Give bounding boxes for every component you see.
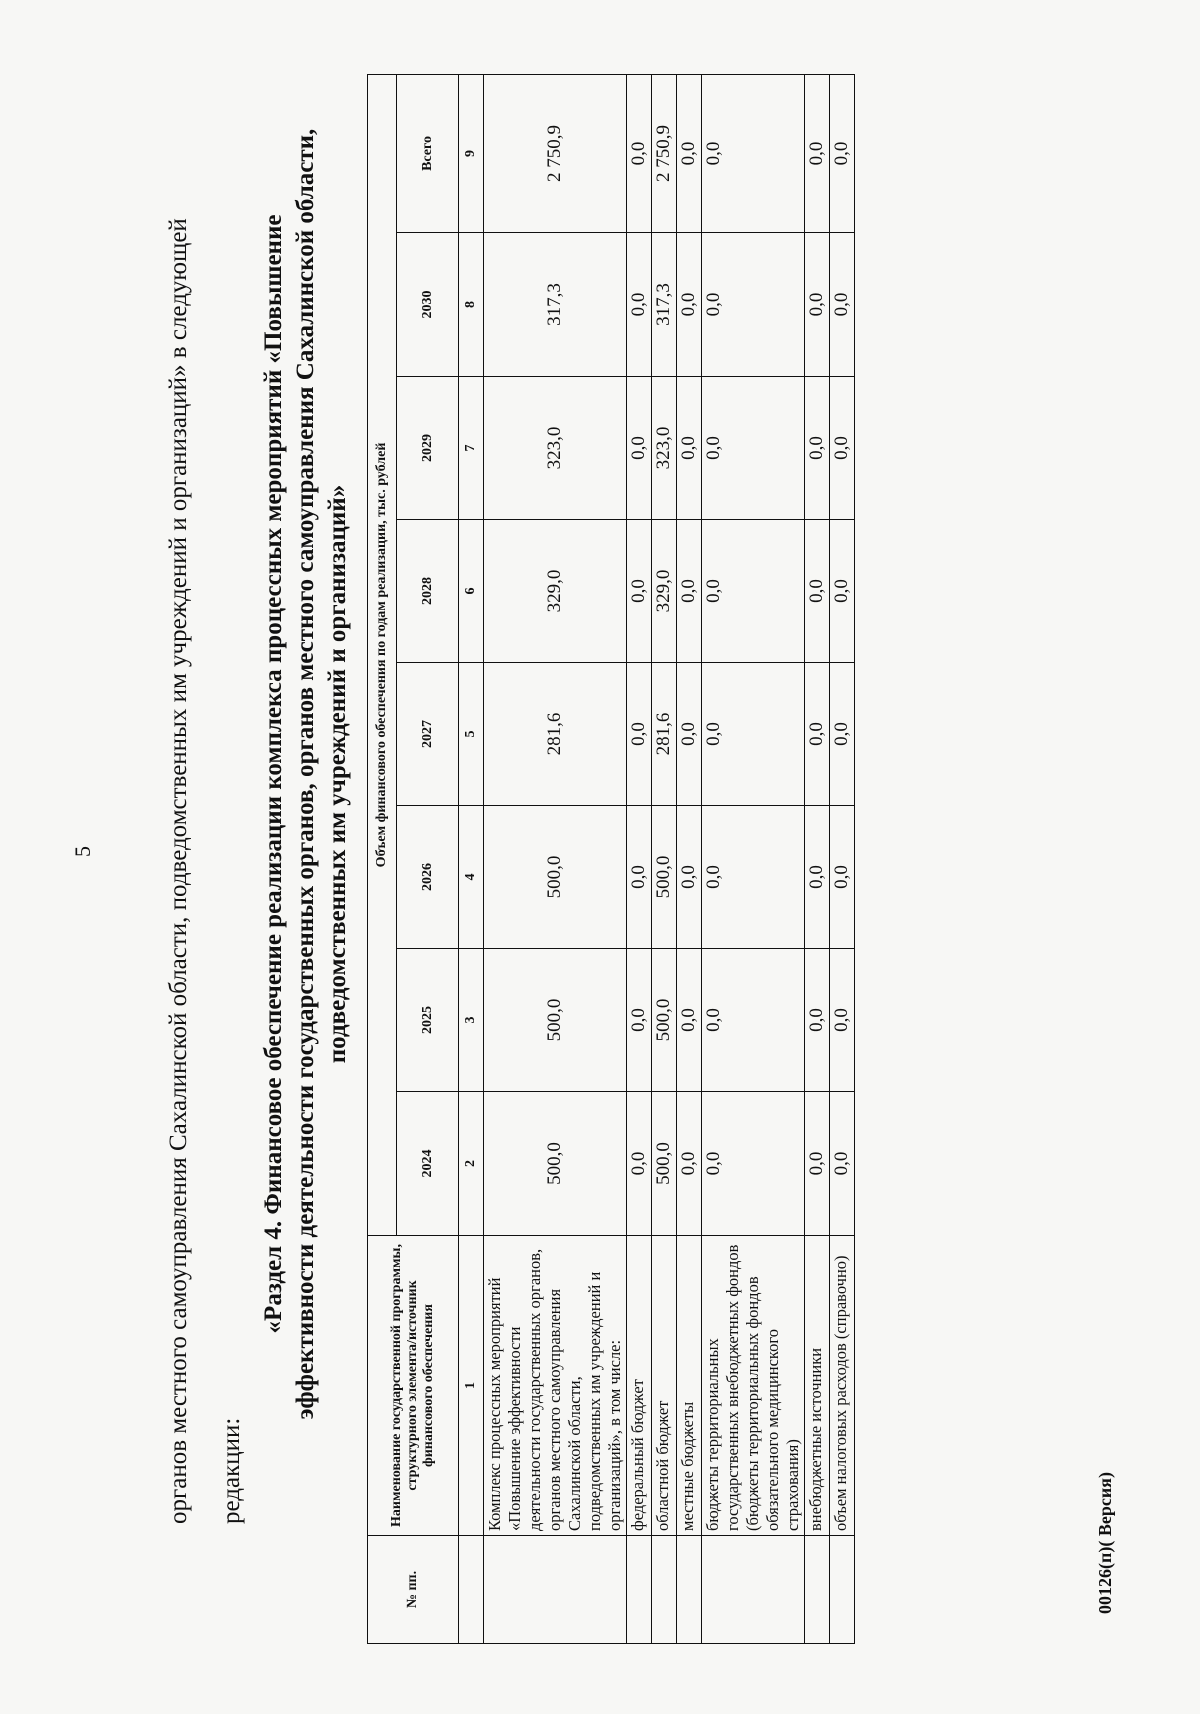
value-cell: 0,0	[677, 806, 702, 949]
document-code: 00126(п)( Версия)	[1095, 1472, 1115, 1614]
value-cell: 0,0	[677, 1092, 702, 1236]
row-name: объем налоговых расходов (справочно)	[830, 1236, 855, 1536]
table-row	[702, 74, 805, 1643]
value-cell: 0,0	[677, 663, 702, 806]
row-number	[805, 1536, 830, 1644]
value-cell: 0,0	[677, 377, 702, 520]
index-cell: 2	[459, 1092, 484, 1236]
value-cell: 0,0	[627, 663, 652, 806]
total-cell: 0,0	[677, 74, 702, 232]
year-header: 2026	[397, 806, 459, 949]
table-row	[805, 74, 830, 1643]
row-name: Комплекс процессных мероприятий «Повышение эффективности деятельности государственных органов, органов местного самоуправления Сахалинской области, подведомственных им учреждений и организаций», в том числе:	[484, 1236, 627, 1536]
value-cell: 0,0	[702, 806, 805, 949]
index-cell: 3	[459, 949, 484, 1092]
value-cell: 0,0	[627, 806, 652, 949]
value-cell: 0,0	[677, 520, 702, 663]
index-cell: 4	[459, 806, 484, 949]
value-cell: 0,0	[830, 520, 855, 663]
table-row	[830, 74, 855, 1643]
value-cell: 0,0	[805, 806, 830, 949]
value-cell: 0,0	[627, 377, 652, 520]
value-cell: 0,0	[805, 233, 830, 377]
table-row	[677, 74, 702, 1643]
value-cell: 500,0	[652, 1092, 677, 1236]
header-row-1	[368, 74, 397, 1643]
row-number	[677, 1536, 702, 1644]
total-cell: 2 750,9	[652, 74, 677, 232]
intro-text-line-1: органов местного самоуправления Сахалинской области, подведомственных им учреждений и организаций» в следующей	[165, 218, 192, 1524]
year-header: 2029	[397, 377, 459, 520]
value-cell: 0,0	[702, 377, 805, 520]
value-cell: 0,0	[677, 949, 702, 1092]
row-name: областной бюджет	[652, 1236, 677, 1536]
value-cell: 323,0	[652, 377, 677, 520]
value-cell: 0,0	[830, 377, 855, 520]
table-row	[652, 74, 677, 1643]
index-cell: 9	[459, 74, 484, 232]
value-cell: 323,0	[484, 377, 627, 520]
year-header: 2024	[397, 1092, 459, 1236]
section-title-line-2: эффективности деятельности государственных органов, органов местного самоуправления Сахалинской области,	[292, 128, 319, 1420]
value-cell: 0,0	[702, 1092, 805, 1236]
value-cell: 329,0	[484, 520, 627, 663]
intro-text-line-2: редакции:	[218, 1417, 245, 1524]
table-row	[627, 74, 652, 1643]
total-header: Всего	[397, 74, 459, 232]
col-number-header: № пп.	[368, 1536, 459, 1644]
row-name: федеральный бюджет	[627, 1236, 652, 1536]
row-name: бюджеты территориальных государственных внебюджетных фондов (бюджеты территориальных фондов обязательного медицинского страхования)	[702, 1236, 805, 1536]
value-cell: 0,0	[805, 663, 830, 806]
index-cell: 6	[459, 520, 484, 663]
value-cell: 500,0	[652, 949, 677, 1092]
value-cell: 0,0	[677, 233, 702, 377]
index-cell: 5	[459, 663, 484, 806]
index-cell: 8	[459, 233, 484, 377]
total-cell: 0,0	[805, 74, 830, 232]
year-header: 2025	[397, 949, 459, 1092]
section-title-line-1: «Раздел 4. Финансовое обеспечение реализации комплекса процессных мероприятий «Повышение	[260, 214, 287, 1334]
value-cell: 500,0	[484, 949, 627, 1092]
value-cell: 0,0	[830, 233, 855, 377]
col-name-header: Наименование государственной программы, структурного элемента/источник финансового обеспечения	[368, 1236, 459, 1536]
value-cell: 0,0	[805, 377, 830, 520]
value-cell: 0,0	[627, 1092, 652, 1236]
value-cell: 0,0	[627, 520, 652, 663]
value-cell: 0,0	[830, 949, 855, 1092]
value-cell: 500,0	[652, 806, 677, 949]
value-cell: 329,0	[652, 520, 677, 663]
year-header: 2028	[397, 520, 459, 663]
page-number: 5	[70, 846, 95, 857]
value-cell: 500,0	[484, 1092, 627, 1236]
index-cell: 7	[459, 377, 484, 520]
value-cell: 281,6	[652, 663, 677, 806]
index-cell: 1	[459, 1236, 484, 1536]
total-cell: 0,0	[627, 74, 652, 232]
value-cell: 0,0	[805, 520, 830, 663]
value-cell: 0,0	[627, 233, 652, 377]
value-cell: 0,0	[830, 1092, 855, 1236]
total-cell: 2 750,9	[484, 74, 627, 232]
value-cell: 0,0	[805, 949, 830, 1092]
funding-group-header: Объем финансового обеспечения по годам реализации, тыс. рублей	[368, 74, 397, 1235]
column-index-row	[459, 74, 484, 1643]
total-cell: 0,0	[830, 74, 855, 232]
year-header: 2030	[397, 233, 459, 377]
value-cell: 317,3	[652, 233, 677, 377]
row-number	[627, 1536, 652, 1644]
value-cell: 0,0	[830, 663, 855, 806]
row-number	[652, 1536, 677, 1644]
value-cell: 0,0	[702, 949, 805, 1092]
value-cell: 0,0	[702, 520, 805, 663]
year-header: 2027	[397, 663, 459, 806]
value-cell: 317,3	[484, 233, 627, 377]
table-row	[484, 74, 627, 1643]
section-title-line-3: подведомственных им учреждений и организаций»	[324, 484, 351, 1064]
financing-table	[367, 74, 855, 1644]
value-cell: 0,0	[627, 949, 652, 1092]
section-title	[258, 44, 354, 1504]
value-cell: 500,0	[484, 806, 627, 949]
row-number	[702, 1536, 805, 1644]
total-cell: 0,0	[702, 74, 805, 232]
row-number	[484, 1536, 627, 1644]
value-cell: 281,6	[484, 663, 627, 806]
row-name: внебюджетные источники	[805, 1236, 830, 1536]
row-name: местные бюджеты	[677, 1236, 702, 1536]
row-number	[830, 1536, 855, 1644]
value-cell: 0,0	[702, 663, 805, 806]
value-cell: 0,0	[702, 233, 805, 377]
value-cell: 0,0	[805, 1092, 830, 1236]
index-cell	[459, 1536, 484, 1644]
value-cell: 0,0	[830, 806, 855, 949]
